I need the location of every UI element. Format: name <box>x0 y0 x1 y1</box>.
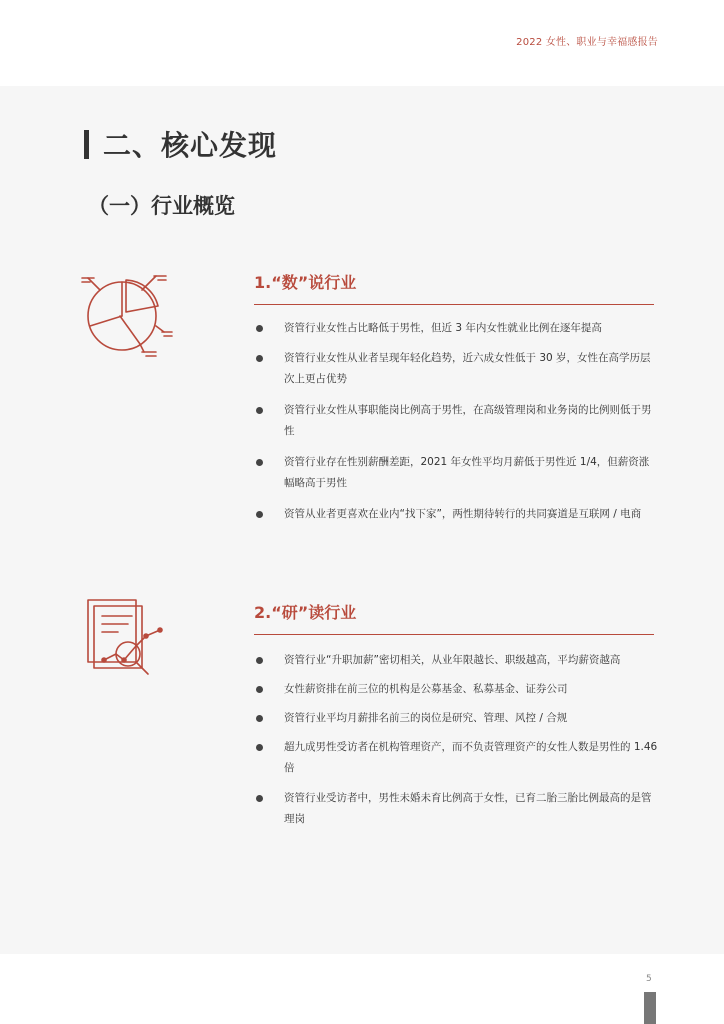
bullet-dot-icon <box>256 715 263 722</box>
page-marker-bar <box>644 992 656 1024</box>
list-item <box>254 679 658 700</box>
heading-bar <box>84 130 89 159</box>
bullet-text: 资管从业者更喜欢在业内“找下家”，两性期待转行的共同赛道是互联网 / 电商 <box>284 508 642 520</box>
bullet-dot-icon <box>256 511 263 518</box>
section-2-title: 2.“研”读行业 <box>254 603 357 622</box>
bullet-dot-icon <box>256 795 263 802</box>
bullet-dot-icon <box>256 355 263 362</box>
bullet-text: 资管行业女性从事职能岗比例高于男性，在高级管理岗和业务岗的比例则低于男性 <box>284 404 652 437</box>
bullet-text: 资管行业存在性别薪酬差距，2021 年女性平均月薪低于男性近 1/4，但薪资涨幅略高于男性 <box>284 456 650 489</box>
list-item <box>254 708 658 729</box>
section-2-divider <box>254 634 654 635</box>
bullet-text: 资管行业女性从业者呈现年轻化趋势，近六成女性低于 30 岁，女性在高学历层次上更占优势 <box>284 352 651 385</box>
bullet-dot-icon <box>256 459 263 466</box>
list-item <box>254 400 658 442</box>
bullet-text: 资管行业“升职加薪”密切相关，从业年限越长、职级越高，平均薪资越高 <box>284 654 621 666</box>
pie-chart-icon <box>80 268 180 364</box>
list-item <box>254 737 658 779</box>
bullet-text: 超九成男性受访者在机构管理资产，而不负责管理资产的女性人数是男性的 1.46 倍 <box>284 741 658 774</box>
bullet-dot-icon <box>256 686 263 693</box>
bullet-dot-icon <box>256 325 263 332</box>
section-2-bullet-list <box>254 650 658 830</box>
chapter-heading <box>84 124 277 164</box>
bullet-text: 女性薪资排在前三位的机构是公募基金、私募基金、证券公司 <box>284 683 568 695</box>
report-header-title: 2022 女性、职业与幸福感报告 <box>516 37 658 48</box>
page-number: 5 <box>646 974 652 984</box>
bullet-text: 资管行业平均月薪排名前三的岗位是研究、管理、风控 / 合规 <box>284 712 568 724</box>
list-item <box>254 504 658 525</box>
section-1-divider <box>254 304 654 305</box>
section-subheading: （一）行业概览 <box>88 194 235 218</box>
bullet-text: 资管行业受访者中，男性未婚未育比例高于女性，已育二胎三胎比例最高的是管理岗 <box>284 792 652 825</box>
list-item <box>254 650 658 671</box>
bullet-dot-icon <box>256 744 263 751</box>
list-item <box>254 452 658 494</box>
list-item <box>254 348 658 390</box>
document-analysis-icon <box>84 598 170 688</box>
section-1-title: 1.“数”说行业 <box>254 273 357 292</box>
chapter-heading-text: 二、核心发现 <box>103 129 278 162</box>
list-item <box>254 318 658 339</box>
bullet-dot-icon <box>256 407 263 414</box>
list-item <box>254 788 658 830</box>
bullet-text: 资管行业女性占比略低于男性，但近 3 年内女性就业比例在逐年提高 <box>284 322 602 334</box>
section-1-bullet-list <box>254 318 658 525</box>
bullet-dot-icon <box>256 657 263 664</box>
